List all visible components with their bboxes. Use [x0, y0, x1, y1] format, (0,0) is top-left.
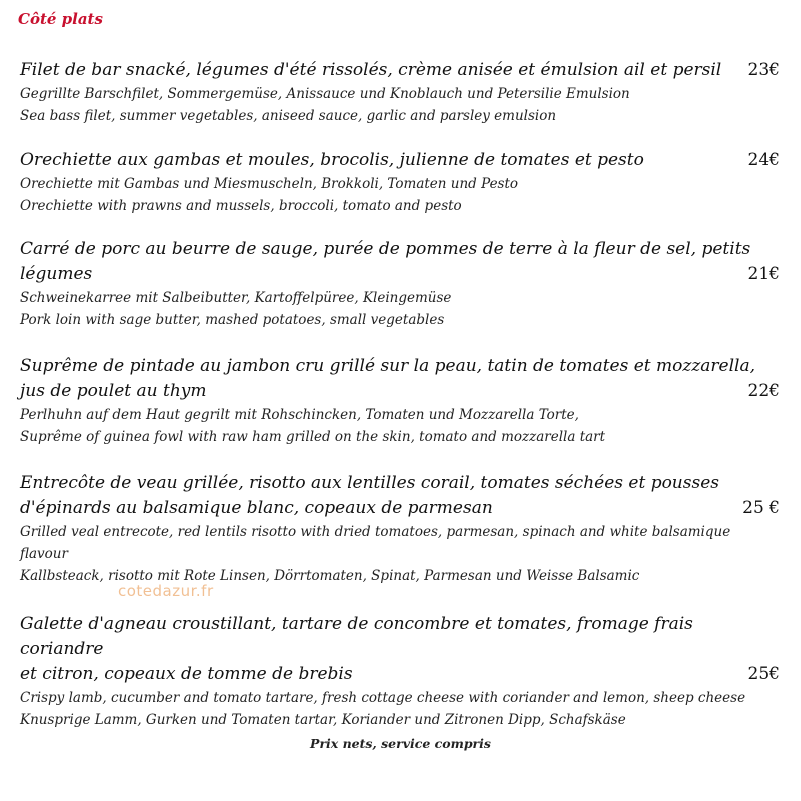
dish-desc-line: Pork loin with sage butter, mashed potatoes, small vegetables	[20, 312, 445, 328]
dish-1	[20, 58, 780, 127]
dish-desc-line: Perlhuhn auf dem Haut gegrilt mit Rohschincken, Tomaten und Mozzarella Torte,	[20, 407, 579, 423]
dish-title-line: Filet de bar snacké, légumes d'été rissolés, crème anisée et émulsion ail et persil	[20, 60, 722, 80]
dish-price: 24€	[747, 150, 780, 170]
dish-desc-line: Sea bass filet, summer vegetables, aniseed sauce, garlic and parsley emulsion	[20, 108, 557, 124]
dish-price: 22€	[747, 381, 780, 401]
dish-desc-line: Gegrillte Barschfilet, Sommergemüse, Anissauce und Knoblauch und Petersilie Emulsion	[20, 86, 630, 102]
dish-title	[20, 58, 780, 83]
dish-title-line: légumes	[20, 264, 93, 284]
dish-desc-line: Suprême of guinea fowl with raw ham grilled on the skin, tomato and mozzarella tart	[20, 429, 606, 445]
dish-title-line: Carré de porc au beurre de sauge, purée de pommes de terre à la fleur de sel, petits	[20, 239, 751, 259]
dish-desc-line: Orechiette mit Gambas und Miesmuscheln, Brokkoli, Tomaten und Pesto	[20, 176, 519, 192]
dish-title-line: d'épinards au balsamique blanc, copeaux de parmesan	[20, 498, 493, 518]
dish-title	[20, 496, 780, 521]
dish-title-line: Suprême de pintade au jambon cru grillé sur la peau, tatin de tomates et mozzarella,	[20, 356, 756, 376]
dish-desc-line: Knusprige Lamm, Gurken und Tomaten tartar, Koriander und Zitronen Dipp, Schafskäse	[20, 712, 626, 728]
dish-title-line: jus de poulet au thym	[20, 381, 207, 401]
dish-title	[20, 662, 780, 687]
dish-title	[20, 379, 780, 404]
dish-price: 25€	[747, 664, 780, 684]
dish-title-line: Orechiette aux gambas et moules, brocolis, julienne de tomates et pesto	[20, 150, 644, 170]
footer-note: Prix nets, service compris	[310, 736, 491, 751]
dish-price: 21€	[747, 264, 780, 284]
dish-desc-line: Kallbsteack, risotto mit Rote Linsen, Dörrtomaten, Spinat, Parmesan und Weisse Balsamic	[20, 568, 640, 584]
dish-desc-line: Schweinekarree mit Salbeibutter, Kartoffelpüree, Kleingemüse	[20, 290, 452, 306]
dish-3	[20, 237, 780, 331]
dish-6	[20, 612, 780, 731]
dish-4	[20, 354, 780, 448]
dish-price: 23€	[747, 60, 780, 80]
dish-desc-line: Grilled veal entrecote, red lentils risotto with dried tomatoes, parmesan, spinach and white balsamique	[20, 524, 731, 540]
dish-desc-line: Crispy lamb, cucumber and tomato tartare, fresh cottage cheese with coriander and lemon, sheep cheese	[20, 690, 746, 706]
dish-desc-line: flavour	[20, 546, 68, 562]
dish-desc-line: Orechiette with prawns and mussels, broccoli, tomato and pesto	[20, 198, 462, 214]
dish-title-line: Entrecôte de veau grillée, risotto aux lentilles corail, tomates séchées et pousses	[20, 473, 719, 493]
dish-title-line: Galette d'agneau croustillant, tartare de concombre et tomates, fromage frais coriandre	[20, 614, 693, 659]
dish-title-line: et citron, copeaux de tomme de brebis	[20, 664, 353, 684]
dish-5	[20, 471, 780, 587]
dish-title	[20, 262, 780, 287]
dish-title	[20, 148, 780, 173]
section-title: Côté plats	[18, 10, 103, 28]
dish-2	[20, 148, 780, 217]
watermark: cotedazur.fr	[118, 582, 214, 600]
dish-price: 25 €	[742, 498, 780, 518]
